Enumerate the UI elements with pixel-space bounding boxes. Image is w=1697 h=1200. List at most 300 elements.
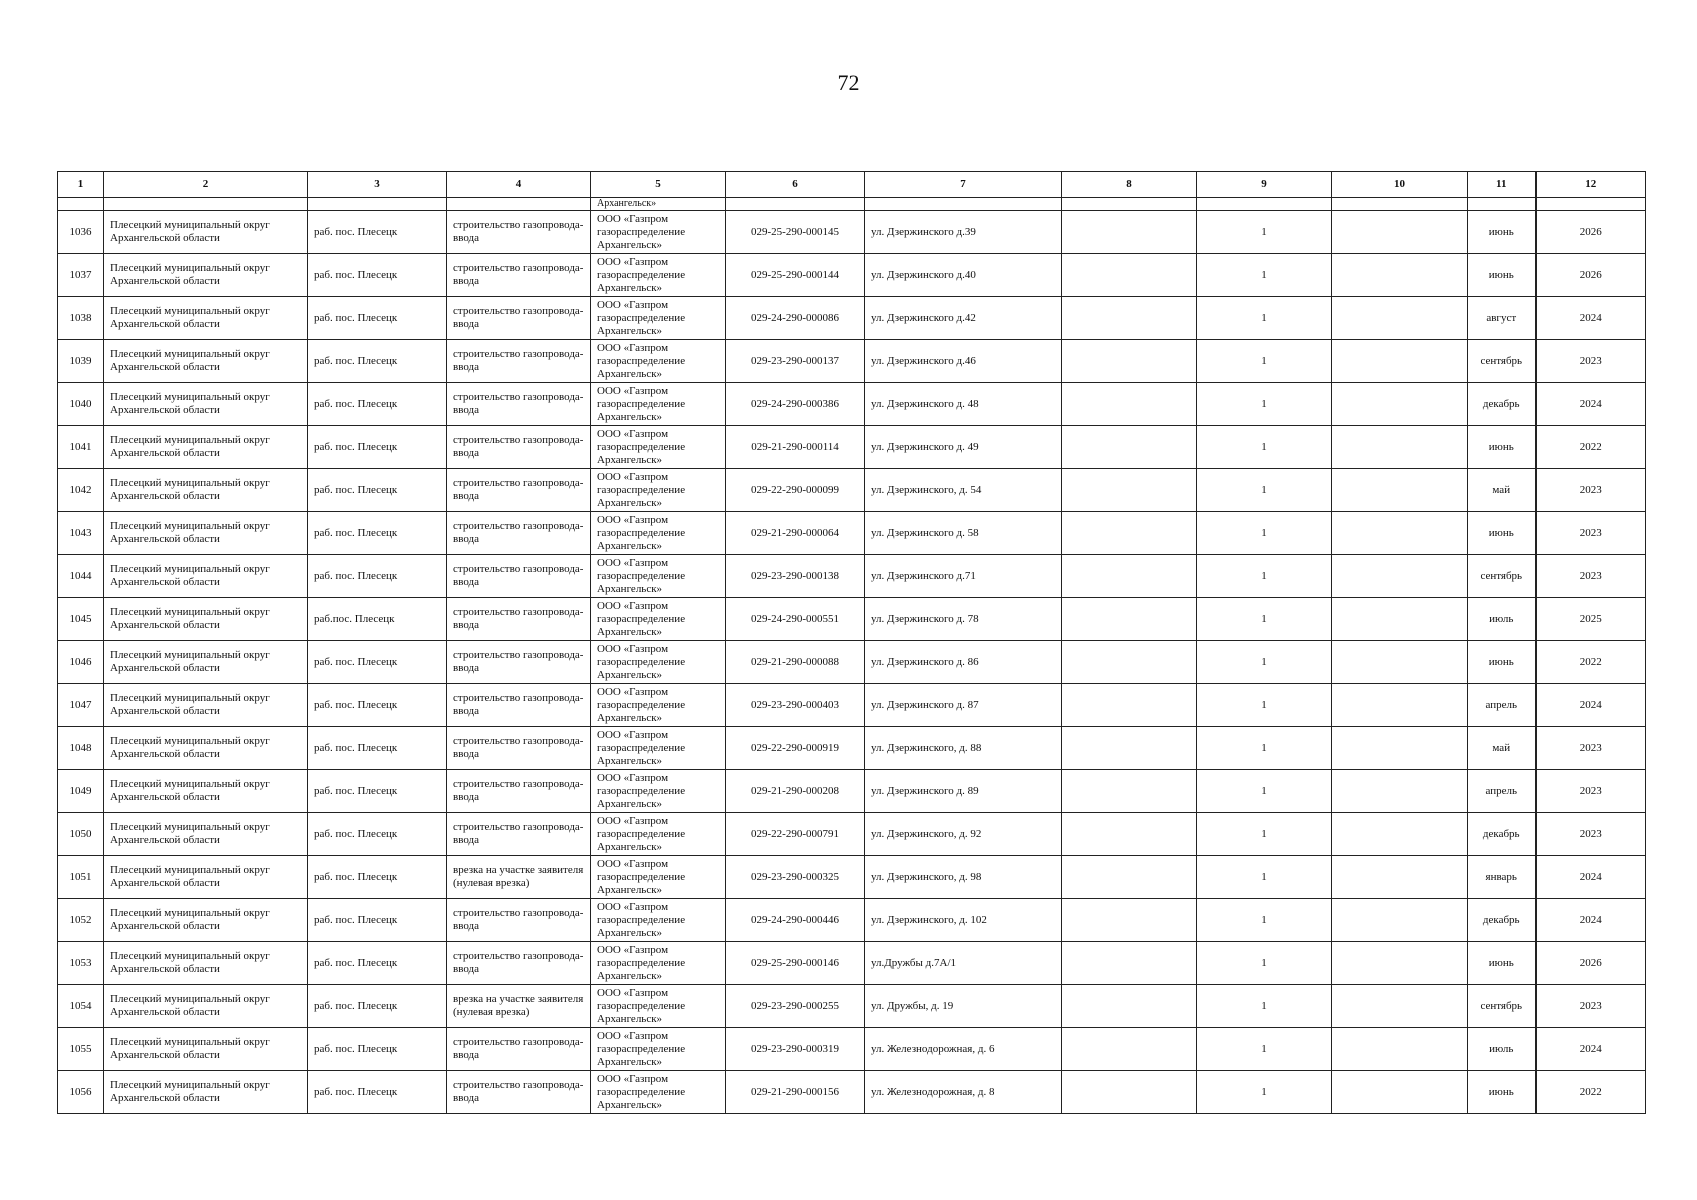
table-cell: ООО «Газпром газораспределение Архангельск» — [591, 512, 726, 555]
table-cell: раб.пос. Плесецк — [308, 598, 447, 641]
table-cell: 1 — [1197, 297, 1332, 340]
table-cell — [726, 198, 865, 211]
table-cell: ООО «Газпром газораспределение Архангельск» — [591, 727, 726, 770]
table-cell — [1332, 641, 1468, 684]
table-cell: строительство газопровода-ввода — [447, 942, 591, 985]
table-cell: ООО «Газпром газораспределение Архангельск» — [591, 856, 726, 899]
table-cell: ООО «Газпром газораспределение Архангельск» — [591, 641, 726, 684]
column-header: 4 — [447, 172, 591, 198]
table-cell: Плесецкий муниципальный округ Архангельской области — [104, 813, 308, 856]
table-cell: раб. пос. Плесецк — [308, 254, 447, 297]
table-cell: Плесецкий муниципальный округ Архангельской области — [104, 211, 308, 254]
table-cell: раб. пос. Плесецк — [308, 383, 447, 426]
table-cell: июнь — [1468, 1071, 1536, 1114]
table-cell: 1 — [1197, 985, 1332, 1028]
table-cell: 1 — [1197, 1028, 1332, 1071]
table-cell: ООО «Газпром газораспределение Архангельск» — [591, 469, 726, 512]
table-cell: строительство газопровода-ввода — [447, 426, 591, 469]
table-cell: Плесецкий муниципальный округ Архангельской области — [104, 727, 308, 770]
table-cell: Плесецкий муниципальный округ Архангельской области — [104, 555, 308, 598]
table-cell: ул. Дзержинского д.40 — [865, 254, 1062, 297]
column-header: 9 — [1197, 172, 1332, 198]
table-row — [58, 770, 1646, 813]
table-cell: 2024 — [1536, 684, 1646, 727]
column-header: 10 — [1332, 172, 1468, 198]
table-cell — [1332, 770, 1468, 813]
table-cell: 1049 — [58, 770, 104, 813]
table-cell — [1062, 856, 1197, 899]
table-cell: 029-22-290-000791 — [726, 813, 865, 856]
table-cell: ул. Дзержинского д. 78 — [865, 598, 1062, 641]
table-cell: 1055 — [58, 1028, 104, 1071]
table-cell — [1062, 555, 1197, 598]
data-table — [57, 171, 1646, 1114]
column-header: 2 — [104, 172, 308, 198]
table-cell: строительство газопровода-ввода — [447, 641, 591, 684]
table-cell: ООО «Газпром газораспределение Архангельск» — [591, 985, 726, 1028]
header-row — [58, 172, 1646, 198]
table-cell: ООО «Газпром газораспределение Архангельск» — [591, 426, 726, 469]
table-cell: 2023 — [1536, 512, 1646, 555]
table-row — [58, 1071, 1646, 1114]
table-cell: 1036 — [58, 211, 104, 254]
table-cell: 029-23-290-000138 — [726, 555, 865, 598]
table-cell: 029-25-290-000144 — [726, 254, 865, 297]
table-cell: ООО «Газпром газораспределение Архангельск» — [591, 942, 726, 985]
table-cell: строительство газопровода-ввода — [447, 512, 591, 555]
table-cell: 2024 — [1536, 1028, 1646, 1071]
table-cell: 1042 — [58, 469, 104, 512]
table-cell: ООО «Газпром газораспределение Архангельск» — [591, 770, 726, 813]
table-cell: 1051 — [58, 856, 104, 899]
table-cell — [865, 198, 1062, 211]
table-cell: 2022 — [1536, 641, 1646, 684]
table-cell: январь — [1468, 856, 1536, 899]
table-cell: 1046 — [58, 641, 104, 684]
table-cell: ул. Дзержинского д. 87 — [865, 684, 1062, 727]
table-cell: ул. Дзержинского д. 49 — [865, 426, 1062, 469]
table-cell: раб. пос. Плесецк — [308, 1071, 447, 1114]
table-cell: июнь — [1468, 211, 1536, 254]
table-cell: Архангельск» — [591, 198, 726, 211]
table-cell: 1 — [1197, 383, 1332, 426]
table-cell: май — [1468, 469, 1536, 512]
table-cell: 2022 — [1536, 1071, 1646, 1114]
table-cell: 1053 — [58, 942, 104, 985]
table-row — [58, 856, 1646, 899]
table-cell: 029-23-290-000319 — [726, 1028, 865, 1071]
table-cell: 029-25-290-000145 — [726, 211, 865, 254]
table-cell: июнь — [1468, 942, 1536, 985]
table-cell: Плесецкий муниципальный округ Архангельской области — [104, 512, 308, 555]
table-cell: раб. пос. Плесецк — [308, 297, 447, 340]
table-cell: 029-21-290-000156 — [726, 1071, 865, 1114]
table-cell: ул. Железнодорожная, д. 8 — [865, 1071, 1062, 1114]
table-cell: 1 — [1197, 598, 1332, 641]
table-row — [58, 684, 1646, 727]
table-cell — [1332, 512, 1468, 555]
table-cell: строительство газопровода-ввода — [447, 340, 591, 383]
table-cell: 1 — [1197, 254, 1332, 297]
table-cell: 1048 — [58, 727, 104, 770]
table-cell: раб. пос. Плесецк — [308, 469, 447, 512]
table-cell: 1054 — [58, 985, 104, 1028]
table-cell: 2026 — [1536, 254, 1646, 297]
table-cell: ООО «Газпром газораспределение Архангельск» — [591, 1028, 726, 1071]
table-cell: врезка на участке заявителя (нулевая врезка) — [447, 856, 591, 899]
table-cell: раб. пос. Плесецк — [308, 899, 447, 942]
table-row — [58, 340, 1646, 383]
table-cell: Плесецкий муниципальный округ Архангельской области — [104, 641, 308, 684]
table-cell: июнь — [1468, 254, 1536, 297]
table-cell: 029-23-290-000255 — [726, 985, 865, 1028]
table-cell — [1468, 198, 1536, 211]
table-cell — [1332, 211, 1468, 254]
table-cell: 029-23-290-000403 — [726, 684, 865, 727]
table-cell — [1062, 254, 1197, 297]
table-cell: ООО «Газпром газораспределение Архангельск» — [591, 383, 726, 426]
table-cell: декабрь — [1468, 813, 1536, 856]
table-cell: 1041 — [58, 426, 104, 469]
column-header: 12 — [1536, 172, 1646, 198]
table-cell: ООО «Газпром газораспределение Архангельск» — [591, 1071, 726, 1114]
table-cell: ул. Дзержинского д.71 — [865, 555, 1062, 598]
table-cell: июнь — [1468, 641, 1536, 684]
table-row — [58, 512, 1646, 555]
table-cell: строительство газопровода-ввода — [447, 254, 591, 297]
page-number: 72 — [837, 70, 860, 95]
table-cell: Плесецкий муниципальный округ Архангельской области — [104, 469, 308, 512]
table-cell — [1062, 598, 1197, 641]
table-cell: 2024 — [1536, 856, 1646, 899]
table-cell: ул. Дзержинского д. 89 — [865, 770, 1062, 813]
table-cell: ул. Дзержинского д. 58 — [865, 512, 1062, 555]
table-cell: 2025 — [1536, 598, 1646, 641]
table-cell: 2026 — [1536, 942, 1646, 985]
table-cell: строительство газопровода-ввода — [447, 899, 591, 942]
table-cell: декабрь — [1468, 383, 1536, 426]
table-cell: декабрь — [1468, 899, 1536, 942]
table-cell — [1332, 340, 1468, 383]
table-row — [58, 297, 1646, 340]
table-row — [58, 598, 1646, 641]
table-cell: ул. Дзержинского д.39 — [865, 211, 1062, 254]
table-cell — [1332, 899, 1468, 942]
table-cell: Плесецкий муниципальный округ Архангельской области — [104, 426, 308, 469]
table-cell: Плесецкий муниципальный округ Архангельской области — [104, 1028, 308, 1071]
table-cell — [1332, 1071, 1468, 1114]
table-cell: 1 — [1197, 1071, 1332, 1114]
table-cell: июль — [1468, 1028, 1536, 1071]
table-cell: раб. пос. Плесецк — [308, 555, 447, 598]
table-cell — [1332, 985, 1468, 1028]
table-cell — [1332, 684, 1468, 727]
continuation-row — [58, 198, 1646, 211]
table-row — [58, 1028, 1646, 1071]
table-cell: врезка на участке заявителя (нулевая врезка) — [447, 985, 591, 1028]
table-row — [58, 985, 1646, 1028]
table-cell — [1332, 426, 1468, 469]
table-cell — [1062, 469, 1197, 512]
table-cell: 1 — [1197, 856, 1332, 899]
table-cell — [1332, 555, 1468, 598]
table-cell: ул. Дзержинского, д. 92 — [865, 813, 1062, 856]
table-cell — [1332, 198, 1468, 211]
table-cell: раб. пос. Плесецк — [308, 985, 447, 1028]
table-cell — [1062, 684, 1197, 727]
table-cell: раб. пос. Плесецк — [308, 340, 447, 383]
table-cell: ул. Дружбы, д. 19 — [865, 985, 1062, 1028]
table-cell: 1 — [1197, 512, 1332, 555]
table-cell: 1052 — [58, 899, 104, 942]
table-cell: ул. Дзержинского д.42 — [865, 297, 1062, 340]
table-cell: 1 — [1197, 555, 1332, 598]
table-cell — [1062, 727, 1197, 770]
table-cell — [1062, 198, 1197, 211]
table-cell: август — [1468, 297, 1536, 340]
table-cell: 1 — [1197, 770, 1332, 813]
table-cell: Плесецкий муниципальный округ Архангельской области — [104, 383, 308, 426]
table-cell: ул. Дзержинского д.46 — [865, 340, 1062, 383]
table-cell: май — [1468, 727, 1536, 770]
table-cell: 1 — [1197, 641, 1332, 684]
table-cell: раб. пос. Плесецк — [308, 641, 447, 684]
table-cell — [104, 198, 308, 211]
table-cell: 1056 — [58, 1071, 104, 1114]
table-cell — [1062, 297, 1197, 340]
table-cell: 2026 — [1536, 211, 1646, 254]
table-cell: 1 — [1197, 684, 1332, 727]
table-cell: раб. пос. Плесецк — [308, 426, 447, 469]
table-cell — [1332, 297, 1468, 340]
table-cell: 1040 — [58, 383, 104, 426]
table-cell: строительство газопровода-ввода — [447, 1071, 591, 1114]
table-cell: ООО «Газпром газораспределение Архангельск» — [591, 555, 726, 598]
data-table-container — [57, 171, 1645, 1114]
table-cell — [1062, 426, 1197, 469]
table-cell: ул. Дзержинского, д. 54 — [865, 469, 1062, 512]
table-row — [58, 469, 1646, 512]
table-cell: строительство газопровода-ввода — [447, 1028, 591, 1071]
table-cell — [58, 198, 104, 211]
table-cell: сентябрь — [1468, 340, 1536, 383]
table-cell — [1062, 899, 1197, 942]
table-cell: 1 — [1197, 469, 1332, 512]
table-cell: 029-24-290-000446 — [726, 899, 865, 942]
table-cell: 029-23-290-000137 — [726, 340, 865, 383]
table-cell: раб. пос. Плесецк — [308, 856, 447, 899]
table-cell: 029-25-290-000146 — [726, 942, 865, 985]
table-cell — [1197, 198, 1332, 211]
table-cell: раб. пос. Плесецк — [308, 770, 447, 813]
table-cell: 029-21-290-000064 — [726, 512, 865, 555]
table-cell: июнь — [1468, 426, 1536, 469]
table-cell: 2023 — [1536, 340, 1646, 383]
table-cell — [1332, 598, 1468, 641]
table-cell: июль — [1468, 598, 1536, 641]
table-cell: 1 — [1197, 942, 1332, 985]
table-row — [58, 555, 1646, 598]
table-cell: Плесецкий муниципальный округ Архангельской области — [104, 340, 308, 383]
table-cell: раб. пос. Плесецк — [308, 211, 447, 254]
column-header: 3 — [308, 172, 447, 198]
table-cell: 1 — [1197, 813, 1332, 856]
table-cell — [1332, 1028, 1468, 1071]
table-cell: 2024 — [1536, 297, 1646, 340]
table-cell: 1045 — [58, 598, 104, 641]
table-cell: строительство газопровода-ввода — [447, 383, 591, 426]
table-cell: Плесецкий муниципальный округ Архангельской области — [104, 770, 308, 813]
table-cell: 2024 — [1536, 899, 1646, 942]
table-cell: 2023 — [1536, 469, 1646, 512]
table-cell: строительство газопровода-ввода — [447, 684, 591, 727]
table-cell: 1047 — [58, 684, 104, 727]
table-cell: 029-22-290-000099 — [726, 469, 865, 512]
table-cell: 029-22-290-000919 — [726, 727, 865, 770]
table-cell: 1037 — [58, 254, 104, 297]
table-cell: строительство газопровода-ввода — [447, 727, 591, 770]
table-cell: ул.Дружбы д.7А/1 — [865, 942, 1062, 985]
table-cell — [308, 198, 447, 211]
table-cell — [1062, 770, 1197, 813]
table-cell — [1062, 985, 1197, 1028]
column-header: 7 — [865, 172, 1062, 198]
table-cell: раб. пос. Плесецк — [308, 512, 447, 555]
table-body — [58, 198, 1646, 1114]
table-cell — [1062, 340, 1197, 383]
table-cell: Плесецкий муниципальный округ Архангельской области — [104, 297, 308, 340]
table-cell — [447, 198, 591, 211]
table-cell: раб. пос. Плесецк — [308, 727, 447, 770]
table-cell: 1 — [1197, 727, 1332, 770]
table-cell: апрель — [1468, 684, 1536, 727]
table-cell: Плесецкий муниципальный округ Архангельской области — [104, 254, 308, 297]
table-cell: Плесецкий муниципальный округ Архангельской области — [104, 899, 308, 942]
table-cell — [1062, 641, 1197, 684]
table-cell: 029-24-290-000551 — [726, 598, 865, 641]
column-header: 5 — [591, 172, 726, 198]
table-cell: ООО «Газпром газораспределение Архангельск» — [591, 254, 726, 297]
table-cell: строительство газопровода-ввода — [447, 813, 591, 856]
table-row — [58, 426, 1646, 469]
table-cell: строительство газопровода-ввода — [447, 211, 591, 254]
table-cell: ул. Дзержинского д. 86 — [865, 641, 1062, 684]
table-row — [58, 727, 1646, 770]
column-header: 6 — [726, 172, 865, 198]
table-cell — [1062, 942, 1197, 985]
table-cell: сентябрь — [1468, 985, 1536, 1028]
table-row — [58, 813, 1646, 856]
table-cell: 029-24-290-000086 — [726, 297, 865, 340]
table-cell: ООО «Газпром газораспределение Архангельск» — [591, 598, 726, 641]
table-cell — [1062, 512, 1197, 555]
table-cell: Плесецкий муниципальный округ Архангельской области — [104, 598, 308, 641]
table-cell: ул. Дзержинского, д. 102 — [865, 899, 1062, 942]
table-cell — [1062, 211, 1197, 254]
table-cell: 2023 — [1536, 985, 1646, 1028]
table-cell: Плесецкий муниципальный округ Архангельской области — [104, 942, 308, 985]
column-header: 8 — [1062, 172, 1197, 198]
table-cell: раб. пос. Плесецк — [308, 684, 447, 727]
table-cell: апрель — [1468, 770, 1536, 813]
table-cell — [1332, 727, 1468, 770]
table-cell: раб. пос. Плесецк — [308, 813, 447, 856]
table-cell: ООО «Газпром газораспределение Архангельск» — [591, 340, 726, 383]
table-cell: 2022 — [1536, 426, 1646, 469]
table-cell: строительство газопровода-ввода — [447, 555, 591, 598]
table-row — [58, 942, 1646, 985]
table-cell: ул. Дзержинского, д. 98 — [865, 856, 1062, 899]
table-cell: ул. Железнодорожная, д. 6 — [865, 1028, 1062, 1071]
table-cell: ООО «Газпром газораспределение Архангельск» — [591, 297, 726, 340]
table-cell: ООО «Газпром газораспределение Архангельск» — [591, 899, 726, 942]
table-cell: 1044 — [58, 555, 104, 598]
table-cell — [1062, 813, 1197, 856]
table-cell: 029-23-290-000325 — [726, 856, 865, 899]
table-cell — [1332, 254, 1468, 297]
table-cell: 2023 — [1536, 770, 1646, 813]
column-header: 1 — [58, 172, 104, 198]
table-cell: Плесецкий муниципальный округ Архангельской области — [104, 1071, 308, 1114]
table-cell — [1332, 942, 1468, 985]
table-cell: 1 — [1197, 211, 1332, 254]
table-cell: ООО «Газпром газораспределение Архангельск» — [591, 211, 726, 254]
table-cell: 029-21-290-000114 — [726, 426, 865, 469]
table-cell: 1 — [1197, 899, 1332, 942]
table-cell — [1062, 1028, 1197, 1071]
table-cell: 1038 — [58, 297, 104, 340]
table-cell — [1332, 383, 1468, 426]
table-cell: ул. Дзержинского, д. 88 — [865, 727, 1062, 770]
table-cell: ООО «Газпром газораспределение Архангельск» — [591, 684, 726, 727]
table-cell — [1062, 383, 1197, 426]
table-cell: строительство газопровода-ввода — [447, 598, 591, 641]
table-cell: 1 — [1197, 426, 1332, 469]
table-cell: Плесецкий муниципальный округ Архангельской области — [104, 985, 308, 1028]
table-cell — [1332, 469, 1468, 512]
table-cell: 2023 — [1536, 813, 1646, 856]
column-header: 11 — [1468, 172, 1536, 198]
table-cell — [1332, 813, 1468, 856]
table-cell: строительство газопровода-ввода — [447, 770, 591, 813]
table-cell: раб. пос. Плесецк — [308, 1028, 447, 1071]
table-row — [58, 254, 1646, 297]
table-cell: Плесецкий муниципальный округ Архангельской области — [104, 684, 308, 727]
table-cell: 2023 — [1536, 555, 1646, 598]
table-cell: Плесецкий муниципальный округ Архангельской области — [104, 856, 308, 899]
table-row — [58, 211, 1646, 254]
table-cell: 029-21-290-000088 — [726, 641, 865, 684]
table-cell: июнь — [1468, 512, 1536, 555]
table-cell: раб. пос. Плесецк — [308, 942, 447, 985]
table-cell: 029-24-290-000386 — [726, 383, 865, 426]
table-cell: строительство газопровода-ввода — [447, 469, 591, 512]
table-cell: 1050 — [58, 813, 104, 856]
table-cell: 2023 — [1536, 727, 1646, 770]
table-row — [58, 899, 1646, 942]
table-cell: 1039 — [58, 340, 104, 383]
table-row — [58, 641, 1646, 684]
table-row — [58, 383, 1646, 426]
table-cell: 029-21-290-000208 — [726, 770, 865, 813]
table-cell: строительство газопровода-ввода — [447, 297, 591, 340]
table-cell: 1043 — [58, 512, 104, 555]
table-cell — [1536, 198, 1646, 211]
table-cell — [1062, 1071, 1197, 1114]
table-cell: сентябрь — [1468, 555, 1536, 598]
table-cell: ООО «Газпром газораспределение Архангельск» — [591, 813, 726, 856]
table-cell: 1 — [1197, 340, 1332, 383]
